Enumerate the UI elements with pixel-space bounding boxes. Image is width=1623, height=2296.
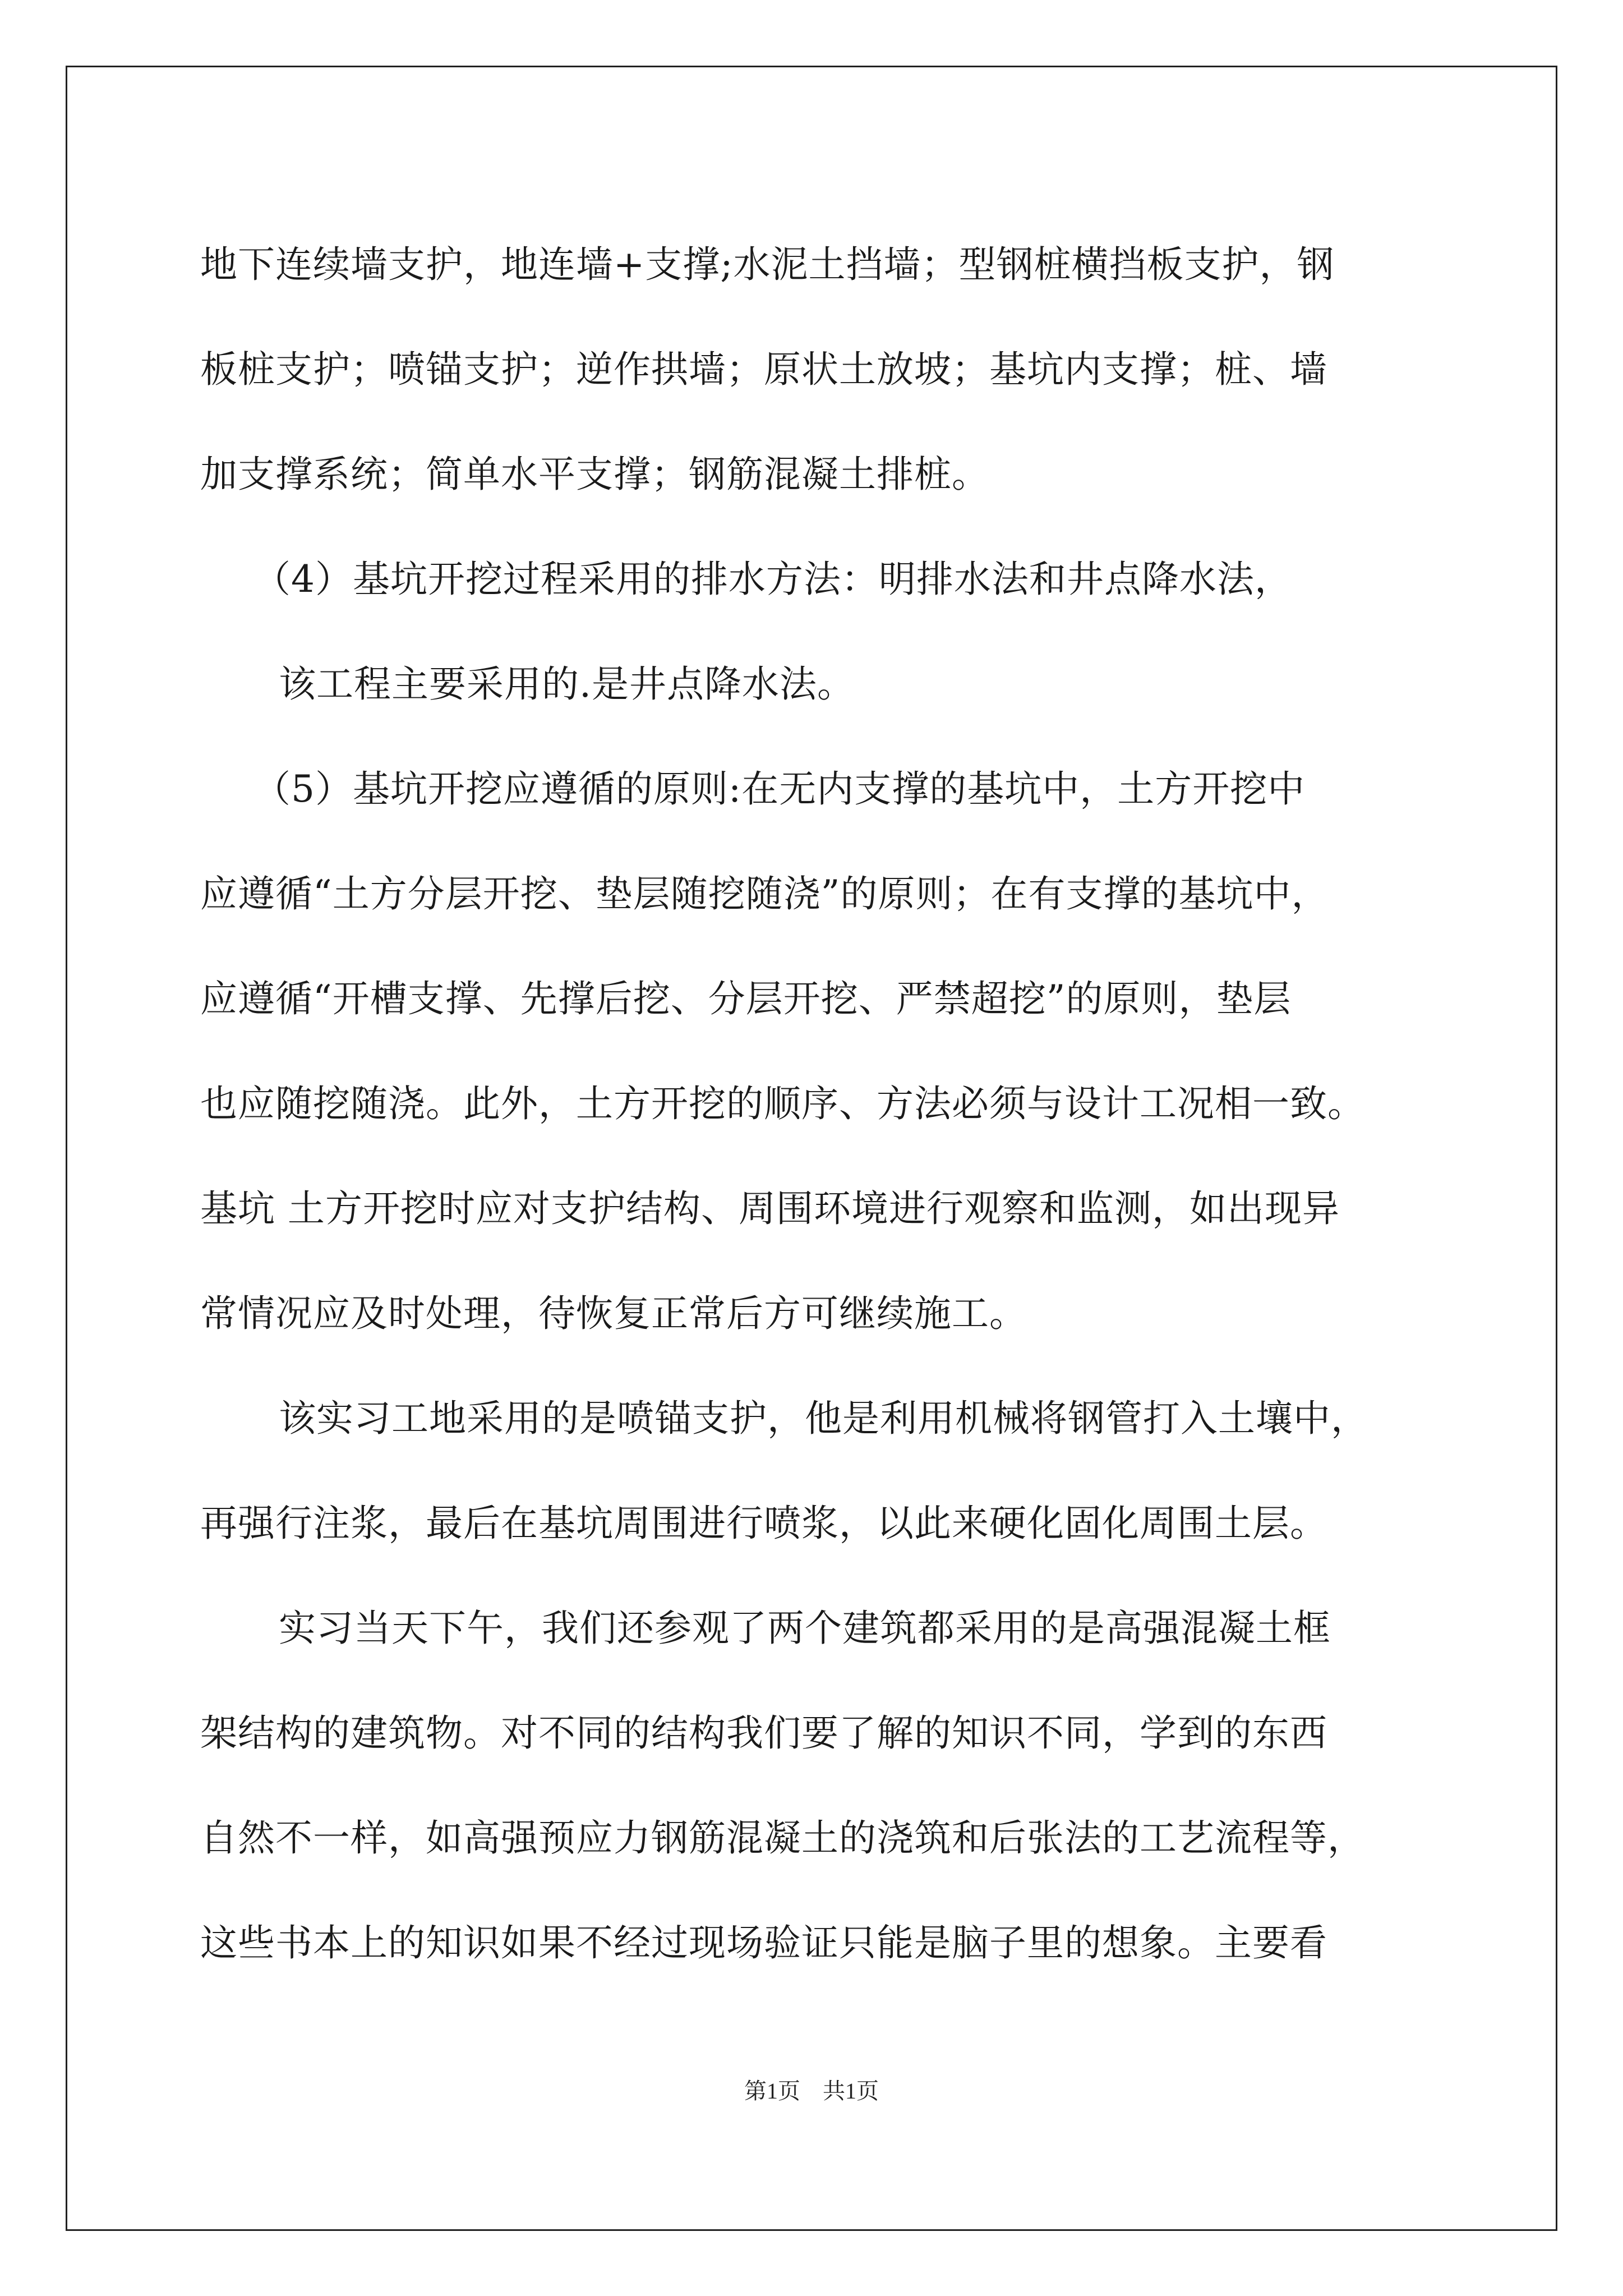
text-line: 也应随挖随浇。此外，土方开挖的顺序、方法必须与设计工况相一致。 (200, 1082, 1365, 1125)
text-line: （5）基坑开挖应遵循的原则:在无内支撑的基坑中，土方开挖中 (253, 767, 1306, 811)
text-line: 该工程主要采用的.是井点降水法。 (279, 662, 855, 706)
text-line: 基坑 土方开挖时应对支护结构、周围环境进行观察和监测，如出现异 (200, 1187, 1340, 1230)
text-line: 常情况应及时处理，待恢复正常后方可继续施工。 (200, 1292, 1027, 1335)
text-line: 自然不一样，如高强预应力钢筋混凝土的浇筑和后张法的工艺流程等， (200, 1816, 1365, 1860)
text-line: 该实习工地采用的是喷锚支护，他是利用机械将钢管打入土壤中， (279, 1397, 1368, 1440)
text-line: 板桩支护；喷锚支护；逆作拱墙；原状土放坡；基坑内支撑；桩、墙 (200, 348, 1327, 391)
text-line: 架结构的建筑物。对不同的结构我们要了解的知识不同，学到的东西 (200, 1711, 1327, 1755)
text-line: 应遵循“开槽支撑、先撑后挖、分层开挖、严禁超挖”的原则，垫层 (200, 977, 1292, 1020)
text-line: 地下连续墙支护，地连墙+支撑;水泥土挡墙；型钢桩横挡板支护，钢 (200, 243, 1335, 286)
document-body (200, 212, 1434, 1995)
text-line: 再强行注浆，最后在基坑周围进行喷浆，以此来硬化固化周围土层。 (200, 1502, 1327, 1545)
text-line: （4）基坑开挖过程采用的排水方法：明排水法和井点降水法， (253, 558, 1292, 601)
text-line: 加支撑系统；简单水平支撑；钢筋混凝土排桩。 (200, 453, 989, 496)
page-number: 第1页 共1页 (744, 2078, 879, 2104)
text-line: 实习当天下午，我们还参观了两个建筑都采用的是高强混凝土框 (279, 1607, 1331, 1650)
text-line: 应遵循“土方分层开挖、垫层随挖随浇”的原则；在有支撑的基坑中， (200, 872, 1329, 915)
text-line: 这些书本上的知识如果不经过现场验证只能是脑子里的想象。主要看 (200, 1921, 1327, 1964)
